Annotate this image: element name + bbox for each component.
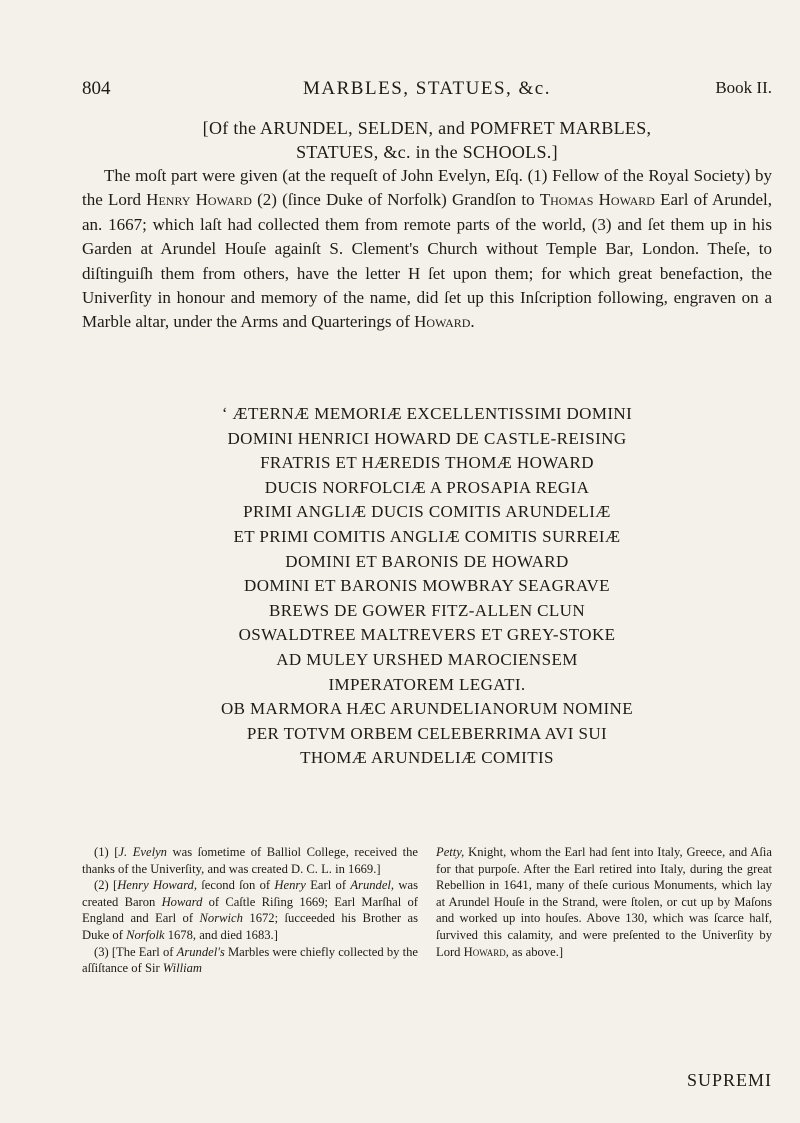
inscription-line: THOMÆ ARUNDELIÆ COMITIS [300,748,554,768]
inscription-line: AD MULEY URSHED MAROCIENSEM [276,649,578,669]
inscription-line: ET PRIMI COMITIS ANGLIÆ COMITIS SURREIÆ [233,526,621,546]
section-heading-line-1: [Of the ARUNDEL, SELDEN, and POMFRET MARBLES, [202,118,652,138]
book-label: Book II. [715,78,772,97]
running-header [82,78,772,108]
text-run: The moſt part were given (at the requeſt of John Evelyn, Eſq. (1) Fellow of the Royal Society) by the Lord [82,166,772,210]
inscription-line: OSWALDTREE MALTREVERS ET GREY-STOKE [238,625,616,645]
text-run: (3) [The Earl of [94,944,177,959]
text-run: 1672; ſucceeded his Brother as Duke of [82,911,418,942]
text-run: (2) (ſince Duke of Norfolk) Grandſon to [251,190,540,210]
text-run: 1678, and died 1683.] [164,927,278,942]
inscription-line: IMPERATOREM LEGATI. [328,674,526,694]
inscription-line: DUCIS NORFOLCIÆ A PROSAPIA REGIA [264,477,590,497]
inscription-line: DOMINI ET BARONIS MOWBRAY SEAGRAVE [244,576,610,596]
inscription-line: DOMINI HENRICI HOWARD DE CASTLE-REISING [227,428,627,448]
inscription-line: PER TOTVM ORBEM CELEBERRIMA AVI SUI [246,723,608,743]
name-henry-howard: Henry Howard [146,190,252,210]
italic-name: Norwich [199,911,243,926]
footnotes-left-column [82,844,418,977]
paragraph [82,164,772,335]
name-howard: Howard [463,944,506,959]
inscription-line: FRATRIS ET HÆREDIS THOMÆ HOWARD [260,453,594,473]
running-title: MARBLES, STATUES, &c. [303,78,551,99]
italic-name: Arundel's [176,944,225,959]
footnotes [82,844,772,977]
text-run: of Caſtle Riſing 1669; Earl Marſhal of England and Earl of [82,894,418,926]
text-run: Earl of Arundel, an. 1667; which laſt had collected them from remote parts of the world, (3) and ſet them up in his Garden at Arundel Houſe againſt S. Clement's Church without Temple Bar, London. Theſe, to diſtinguiſh them from others, have the letter H ſet upon them; for which great benefaction, the Univerſity in honour and memory of the name, did ſet up this Inſcription following, engraven on a Marble altar, under the Arms and Quarterings of [82,190,772,332]
text-run: Knight, whom the Earl had ſent into Italy, Greece, and Aſia for that purpoſe. After the Earl retired into Italy, during the great Rebellion in 1641, many of theſe curious Monuments, which lay at Arundel Houſe in the Strand, were ſtolen, or cut up by Maſons and worked up into houſes. Above 130, which was ſcarce half, ſurvived this calamity, and were preſented to the Univerſity by Lord [436,845,772,959]
text-run: . [470,312,475,332]
section-heading-line-2: STATUES, &c. in the SCHOOLS.] [296,142,558,162]
latin-inscription [82,402,772,771]
body-paragraph [82,164,772,335]
italic-name: J. Evelyn [118,845,167,859]
footnote-2 [82,877,418,943]
footnote-1 [82,844,418,877]
inscription-line: BREWS DE GOWER FITZ-ALLEN CLUN [268,600,586,620]
inscription-line: ‘ ÆTERNÆ MEMORIÆ EXCELLENTISSIMI DOMINI [221,404,633,423]
text-run: was created Baron [82,878,418,909]
italic-name: Norfolk [126,927,165,942]
text-run: ſecond ſon of [196,878,275,893]
italic-name: Howard [161,894,203,909]
section-heading [82,116,772,164]
footnote-3 [82,944,418,977]
name-howard: Howard [414,312,471,332]
name-thomas-howard: Thomas Howard [539,190,655,210]
text-run: (1) [ [94,845,119,859]
text-run: (2) [ [94,878,118,893]
italic-name: Arundel, [350,878,395,893]
text-run: , as above.] [505,944,564,959]
italic-name: William [162,961,202,976]
text-run: Earl of [305,878,351,893]
footnote-3-continued [436,844,772,960]
page-number: 804 [82,78,111,99]
italic-name: Henry [274,878,306,893]
catchword: SUPREMI [686,1070,772,1090]
italic-name: Henry Howard, [117,878,197,893]
footnotes-right-column [436,844,772,977]
inscription-line: DOMINI ET BARONIS DE HOWARD [285,551,569,571]
italic-name: Petty, [436,845,465,859]
inscription-line: OB MARMORA HÆC ARUNDELIANORUM NOMINE [220,699,634,719]
text-run: Marbles were chiefly collected by the aſſiſtance of Sir [82,944,418,976]
text-run: was ſometime of Balliol College, received the thanks of the Univerſity, and was created D. C. L. in 1669.] [82,845,418,876]
inscription-line: PRIMI ANGLIÆ DUCIS COMITIS ARUNDELIÆ [243,502,611,522]
